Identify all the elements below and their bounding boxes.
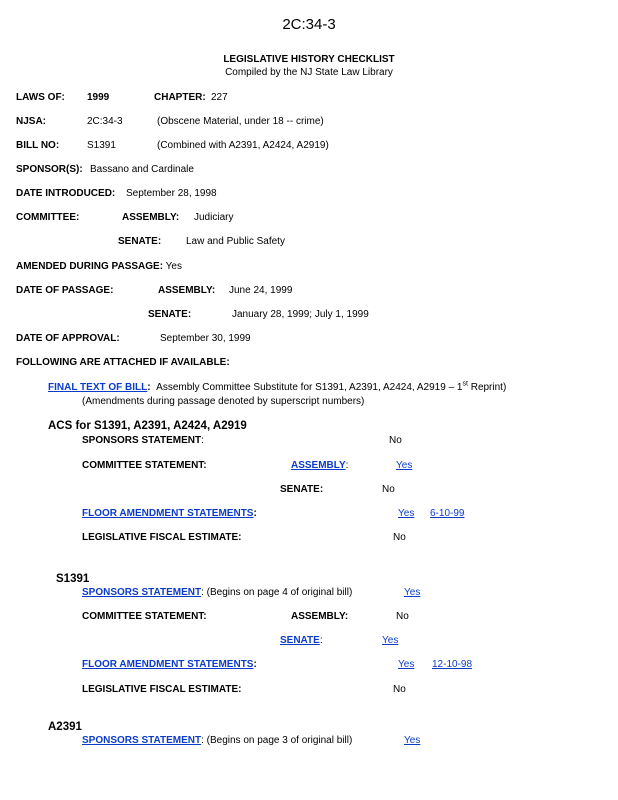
page-subtitle: LEGISLATIVE HISTORY CHECKLIST — [223, 54, 395, 65]
committee-senate-label: SENATE: — [118, 236, 162, 247]
acs-sponsors-statement-label: SPONSORS STATEMENT — [82, 435, 202, 446]
njsa-label: NJSA: — [16, 116, 47, 127]
final-text-row — [48, 380, 507, 393]
acs-floor-amendment-row — [82, 509, 257, 519]
laws-of-value: 1999 — [87, 92, 110, 103]
njsa-note: (Obscene Material, under 18 -- crime) — [157, 116, 324, 127]
date-introduced-value: September 28, 1998 — [126, 188, 217, 199]
s1391-sponsors-statement-note: : (Begins on page 4 of original bill) — [201, 587, 353, 598]
committee-senate-value: Law and Public Safety — [186, 236, 285, 247]
final-text-colon: : — [147, 382, 151, 393]
bill-no-value: S1391 — [87, 140, 116, 151]
s1391-senate-yes-link[interactable]: Yes — [382, 635, 399, 646]
acs-assembly-colon: : — [345, 460, 349, 471]
njsa-value: 2C:34-3 — [87, 116, 123, 127]
s1391-sponsors-statement-link[interactable]: SPONSORS STATEMENT — [82, 587, 202, 598]
s1391-senate-link[interactable]: SENATE — [280, 635, 320, 646]
date-of-passage-label: DATE OF PASSAGE: — [16, 285, 114, 296]
following-attached-label: FOLLOWING ARE ATTACHED IF AVAILABLE: — [16, 357, 230, 368]
date-of-approval-value: September 30, 1999 — [160, 333, 251, 344]
passage-senate-value: January 28, 1999; July 1, 1999 — [232, 309, 369, 320]
bill-no-note: (Combined with A2391, A2424, A2919) — [157, 140, 329, 151]
a2391-sponsors-statement-row — [82, 736, 352, 746]
acs-assembly-yes-link[interactable]: Yes — [396, 460, 413, 471]
date-introduced-label: DATE INTRODUCED: — [16, 188, 116, 199]
acs-committee-statement-label: COMMITTEE STATEMENT: — [82, 460, 207, 471]
a2391-sponsors-statement-yes-link[interactable]: Yes — [404, 735, 421, 746]
amended-value: Yes — [165, 261, 182, 272]
acs-heading: ACS for S1391, A2391, A2424, A2919 — [48, 420, 247, 432]
committee-label: COMMITTEE: — [16, 212, 80, 223]
acs-floor-amendment-colon: : — [253, 508, 257, 519]
s1391-assembly-value: No — [396, 611, 409, 622]
compiled-by: Compiled by the NJ State Law Library — [225, 67, 393, 78]
laws-of-label: LAWS OF: — [16, 92, 65, 103]
s1391-senate-row — [280, 636, 323, 646]
bill-no-label: BILL NO: — [16, 140, 60, 151]
s1391-sponsors-statement-yes-link[interactable]: Yes — [404, 587, 421, 598]
final-text-description: Assembly Committee Substitute for S1391, A2391, A2424, A2919 – 1 — [156, 382, 463, 393]
s1391-floor-amendment-yes-link[interactable]: Yes — [398, 659, 415, 670]
s1391-floor-amendment-colon: : — [253, 659, 257, 670]
page-title: 2C:34-3 — [282, 16, 336, 33]
a2391-heading: A2391 — [48, 721, 82, 733]
final-text-link[interactable]: FINAL TEXT OF BILL — [48, 382, 148, 393]
passage-assembly-value: June 24, 1999 — [229, 285, 293, 296]
s1391-committee-statement-label: COMMITTEE STATEMENT: — [82, 611, 207, 622]
final-text-description-end: Reprint) — [467, 382, 507, 393]
date-of-approval-label: DATE OF APPROVAL: — [16, 333, 120, 344]
acs-fiscal-estimate-label: LEGISLATIVE FISCAL ESTIMATE: — [82, 532, 242, 543]
passage-senate-label: SENATE: — [148, 309, 192, 320]
acs-floor-amendment-link[interactable]: FLOOR AMENDMENT STATEMENTS — [82, 508, 254, 519]
acs-assembly-link[interactable]: ASSEMBLY — [291, 460, 346, 471]
acs-senate-label: SENATE: — [280, 484, 324, 495]
committee-assembly-value: Judiciary — [194, 212, 234, 223]
sponsors-label: SPONSOR(S): — [16, 164, 83, 175]
s1391-floor-amendment-date-link[interactable]: 12-10-98 — [432, 659, 473, 670]
acs-assembly-row — [291, 461, 348, 471]
chapter-label: CHAPTER: — [154, 92, 206, 103]
acs-fiscal-estimate-value: No — [393, 532, 406, 543]
final-text-note: (Amendments during passage denoted by superscript numbers) — [82, 396, 365, 407]
committee-assembly-label: ASSEMBLY: — [122, 212, 180, 223]
a2391-sponsors-statement-note: : (Begins on page 3 of original bill) — [201, 735, 353, 746]
amended-row — [16, 262, 182, 272]
acs-sponsors-statement-colon: : — [201, 435, 204, 446]
s1391-fiscal-estimate-label: LEGISLATIVE FISCAL ESTIMATE: — [82, 684, 242, 695]
s1391-heading: S1391 — [56, 573, 90, 585]
s1391-assembly-label: ASSEMBLY: — [291, 611, 349, 622]
acs-sponsors-statement-value: No — [389, 435, 402, 446]
acs-senate-value: No — [382, 484, 395, 495]
chapter-value: 227 — [211, 92, 228, 103]
s1391-floor-amendment-link[interactable]: FLOOR AMENDMENT STATEMENTS — [82, 659, 254, 670]
s1391-senate-colon: : — [319, 635, 323, 646]
sponsors-value: Bassano and Cardinale — [90, 164, 194, 175]
acs-floor-amendment-yes-link[interactable]: Yes — [398, 508, 415, 519]
final-text-sup: st — [462, 380, 468, 388]
s1391-fiscal-estimate-value: No — [393, 684, 406, 695]
acs-floor-amendment-date-link[interactable]: 6-10-99 — [430, 508, 465, 519]
amended-label: AMENDED DURING PASSAGE: — [16, 261, 164, 272]
a2391-sponsors-statement-link[interactable]: SPONSORS STATEMENT — [82, 735, 202, 746]
s1391-floor-amendment-row — [82, 660, 257, 670]
acs-sponsors-statement-row — [82, 436, 204, 446]
passage-assembly-label: ASSEMBLY: — [158, 285, 216, 296]
s1391-sponsors-statement-row — [82, 588, 352, 598]
